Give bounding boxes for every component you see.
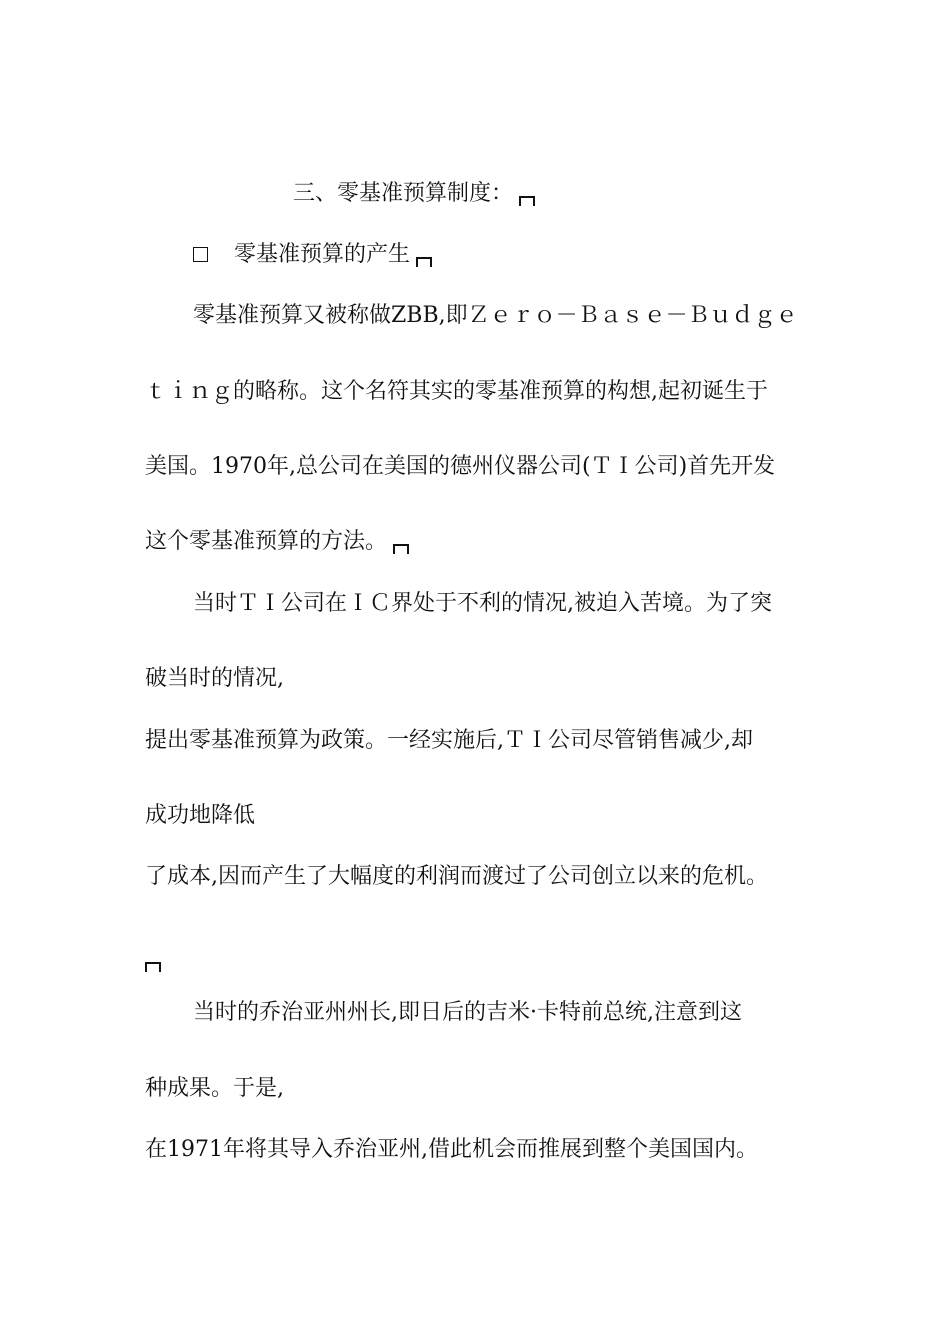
body-line: 种成果。于是,: [145, 1076, 284, 1101]
checkbox-icon: [193, 247, 208, 262]
subheading-text: 零基准预算的产生: [234, 242, 411, 267]
body-line: 提出零基准预算为政策。一经实施后,ＴＩ公司尽管销售减少,却: [145, 728, 753, 753]
body-line: 当时的乔治亚州州长,即日后的吉米·卡特前总统,注意到这: [193, 1000, 742, 1025]
paragraph-mark-icon: [416, 257, 432, 267]
body-line: 零基准预算又被称做ZBB,即Ｚｅｒｏ－Ｂａｓｅ－Ｂｕｄｇｅ: [193, 303, 798, 328]
section-heading: [293, 179, 535, 209]
paragraph-end: [145, 945, 161, 975]
body-line: [145, 527, 409, 557]
body-line-text: 这个零基准预算的方法。: [145, 529, 388, 554]
paragraph-mark-icon: [393, 544, 409, 554]
body-line: 了成本,因而产生了大幅度的利润而渡过了公司创立以来的危机。: [145, 864, 768, 889]
body-line: 在1971年将其导入乔治亚州,借此机会而推展到整个美国国内。: [145, 1137, 758, 1162]
body-line: 美国。1970年,总公司在美国的德州仪器公司(ＴＩ公司)首先开发: [145, 454, 776, 479]
paragraph-mark-icon: [519, 196, 535, 206]
body-line: ｔｉｎｇ的略称。这个名符其实的零基准预算的构想,起初诞生于: [145, 379, 768, 404]
subheading: [193, 240, 432, 270]
body-line: 当时ＴＩ公司在ＩＣ界处于不利的情况,被迫入苦境。为了突: [193, 591, 772, 616]
body-line: 破当时的情况,: [145, 666, 284, 691]
body-line: 成功地降低: [145, 803, 256, 828]
section-heading-text: 三、零基准预算制度：: [293, 181, 514, 206]
paragraph-mark-icon: [145, 962, 161, 972]
